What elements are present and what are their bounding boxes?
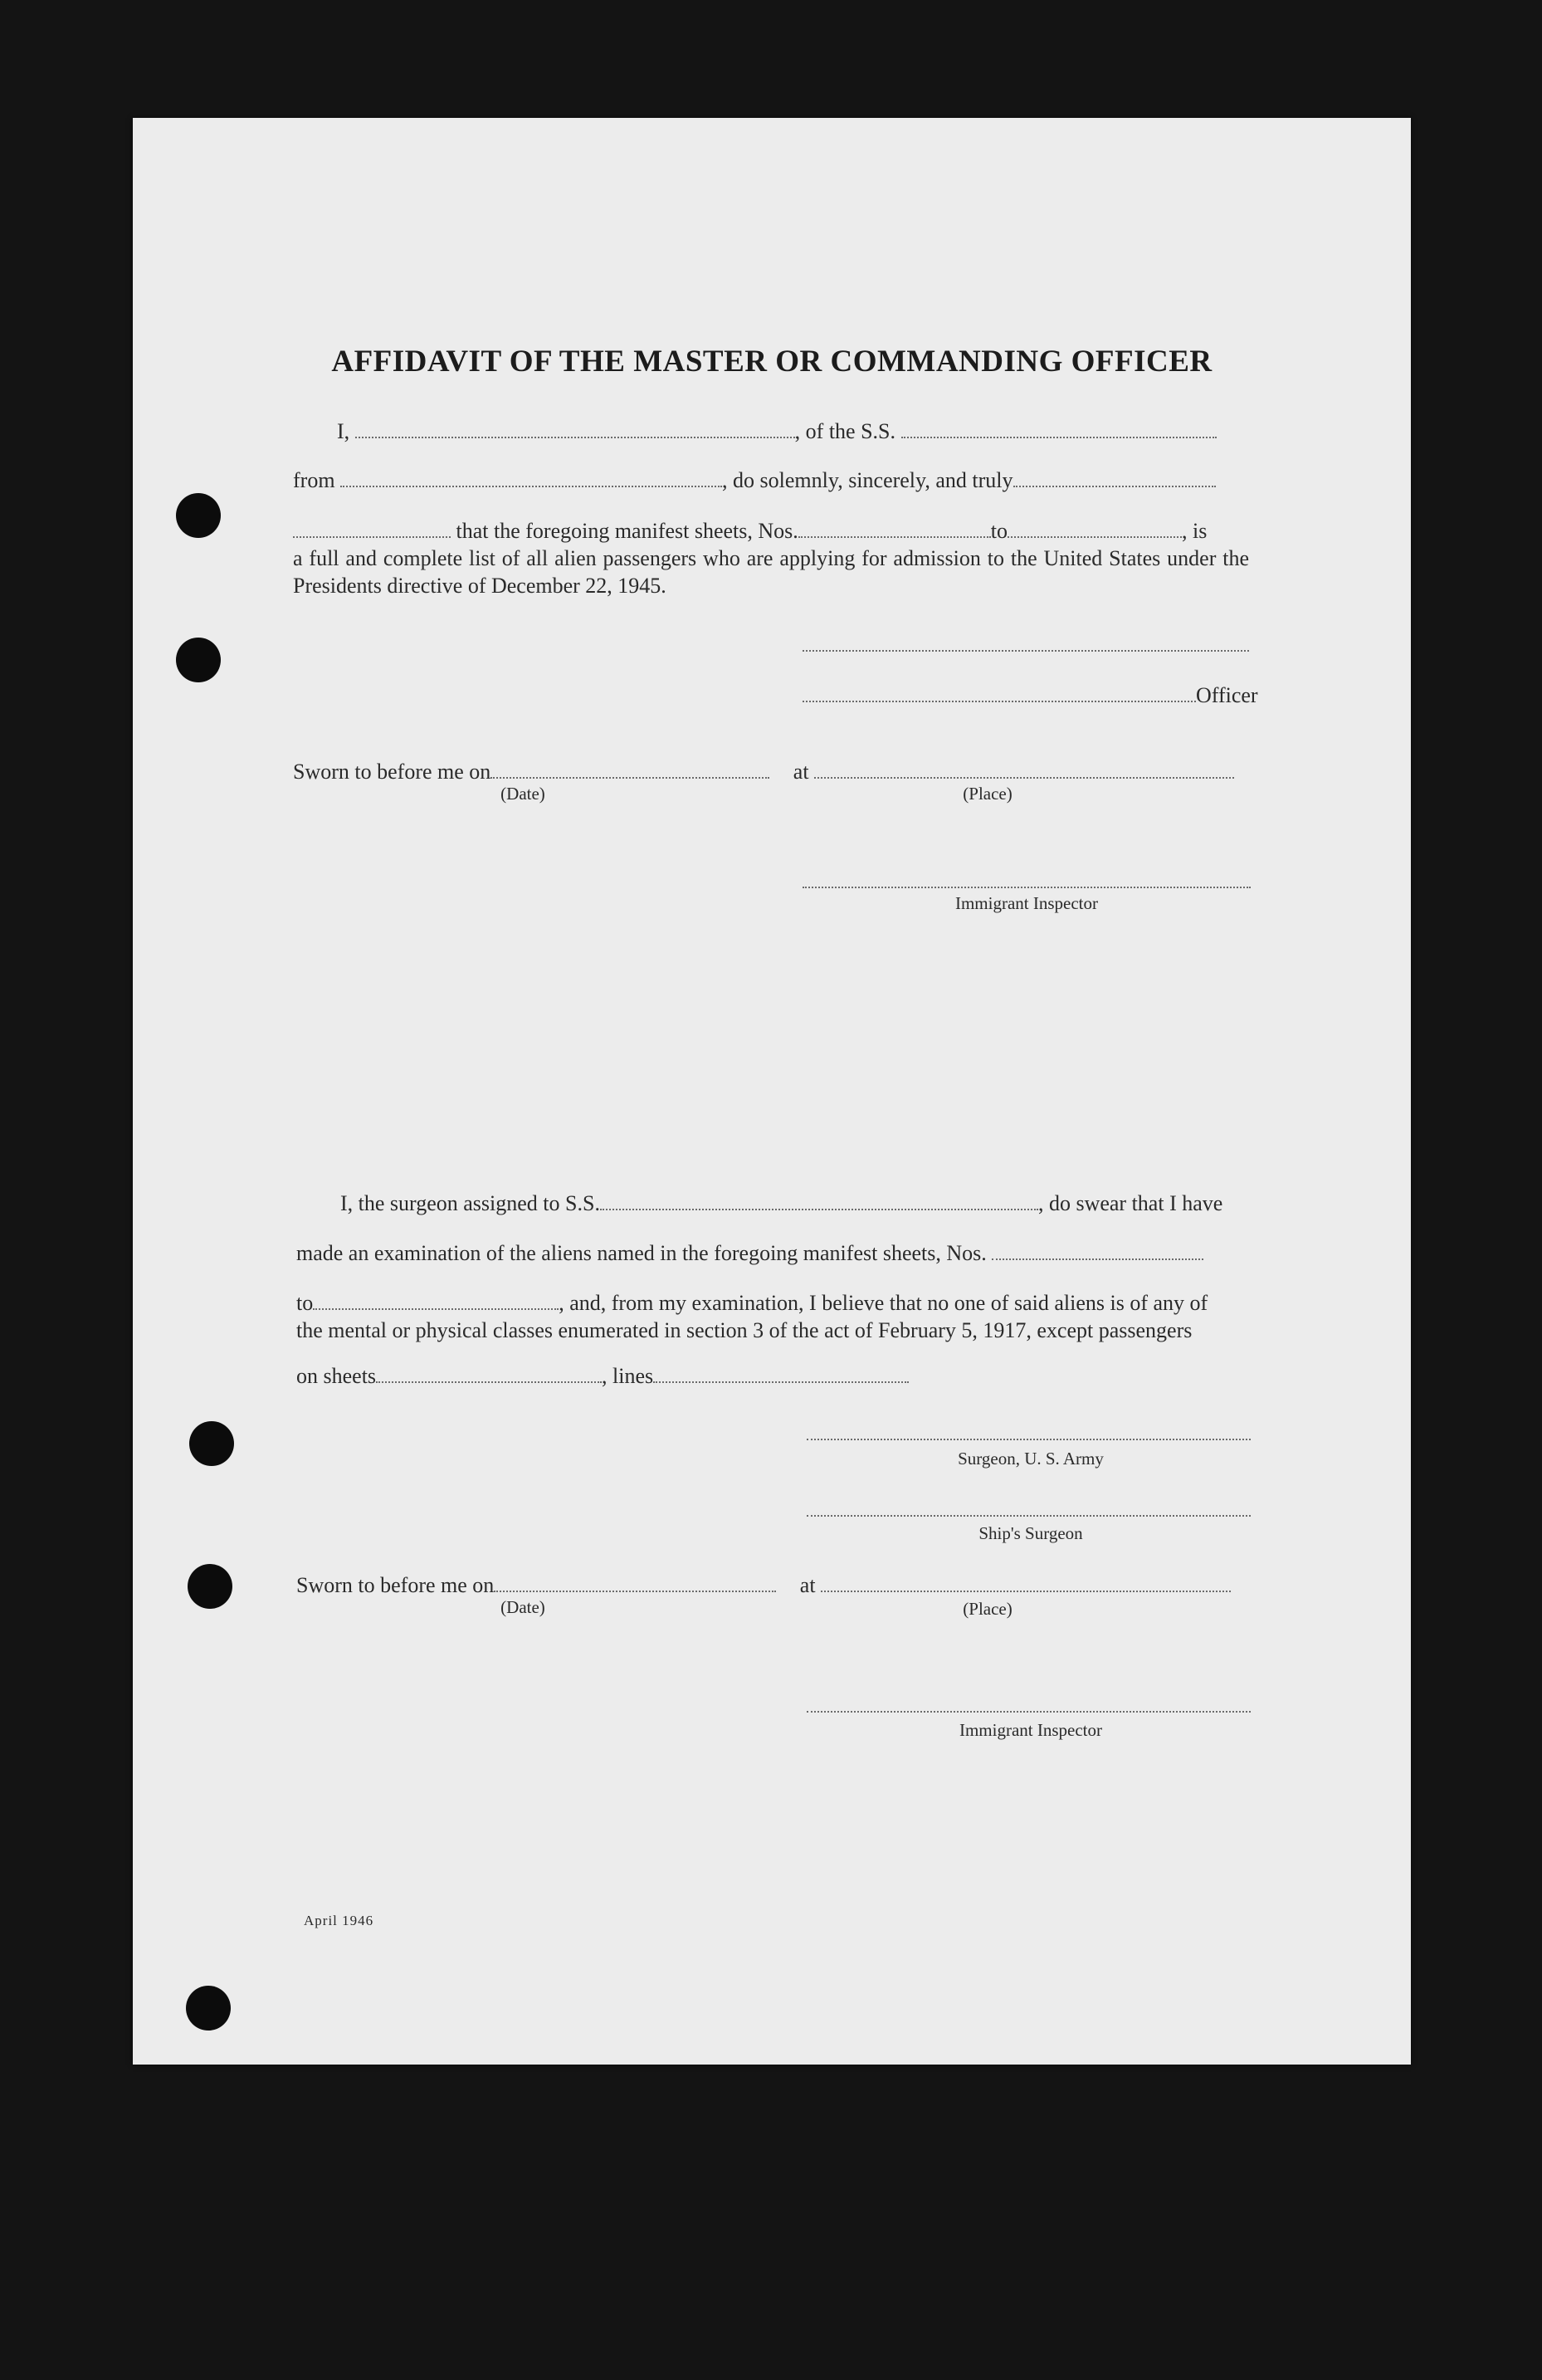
- punch-hole: [188, 1564, 232, 1609]
- date-caption: (Date): [500, 1597, 545, 1617]
- punch-hole: [189, 1421, 234, 1466]
- footer-date: April 1946: [304, 1913, 374, 1928]
- officer-signature-line-1[interactable]: [803, 649, 1249, 652]
- army-surgeon-signature-line[interactable]: [807, 1438, 1251, 1440]
- ship-surgeon-caption: Ship's Surgeon: [978, 1523, 1083, 1543]
- punch-hole: [186, 1986, 231, 2031]
- truly-blank[interactable]: [1013, 485, 1216, 487]
- surgeon-line-2: made an examination of the aliens named in the foregoing manifest sheets, Nos.: [296, 1240, 1203, 1267]
- title-blank[interactable]: [293, 535, 451, 538]
- date-caption: (Date): [500, 784, 545, 804]
- surgeon-ship-blank[interactable]: [600, 1208, 1038, 1210]
- army-surgeon-caption: Surgeon, U. S. Army: [958, 1449, 1104, 1469]
- surgeon-sheets-to-blank[interactable]: [313, 1307, 559, 1310]
- master-line-3: that the foregoing manifest sheets, Nos. to , is: [293, 518, 1207, 545]
- officer-signature-line-2[interactable]: [803, 700, 1196, 702]
- surgeon-line-1: I, the surgeon assigned to S.S. , do swear that I have: [340, 1191, 1223, 1215]
- place-caption: (Place): [963, 784, 1013, 804]
- sworn-place-blank[interactable]: [814, 776, 1234, 779]
- inspector-signature-line[interactable]: [803, 886, 1251, 888]
- except-sheets-blank[interactable]: [376, 1381, 602, 1383]
- surgeon-line-5: on sheets , lines: [296, 1363, 909, 1390]
- inspector-signature-line[interactable]: [807, 1710, 1251, 1713]
- name-blank[interactable]: [355, 436, 795, 438]
- sworn-line-2: Sworn to before me on at: [296, 1572, 1231, 1599]
- master-paragraph: a full and complete list of all alien passengers who are applying for admission to the United States under the Presidents directive of December 22, 1945.: [293, 546, 1249, 598]
- inspector-caption: Immigrant Inspector: [954, 893, 1099, 913]
- except-lines-blank[interactable]: [653, 1381, 909, 1383]
- master-line-1: I, , of the S.S.: [337, 418, 1217, 445]
- officer-signature-row: Officer: [803, 682, 1258, 709]
- sworn-date-blank[interactable]: [490, 776, 769, 779]
- sheets-from-blank[interactable]: [798, 535, 991, 538]
- sworn2-date-blank[interactable]: [494, 1590, 776, 1592]
- place-caption: (Place): [963, 1599, 1013, 1619]
- punch-hole: [176, 638, 221, 682]
- document-page: [133, 118, 1411, 2065]
- punch-hole: [176, 493, 221, 538]
- sworn2-place-blank[interactable]: [821, 1590, 1231, 1592]
- surgeon-line-4: the mental or physical classes enumerated in section 3 of the act of February 5, 1917, except passengers: [296, 1318, 1193, 1342]
- ship-surgeon-signature-line[interactable]: [807, 1514, 1251, 1517]
- sworn-line-1: Sworn to before me on at: [293, 759, 1234, 785]
- page-title: AFFIDAVIT OF THE MASTER OR COMMANDING OFFICER: [331, 345, 1213, 379]
- inspector-caption: Immigrant Inspector: [959, 1720, 1103, 1740]
- sheets-to-blank[interactable]: [1008, 535, 1182, 538]
- surgeon-line-3: to , and, from my examination, I believe that no one of said aliens is of any of: [296, 1291, 1208, 1315]
- surgeon-sheets-from-blank[interactable]: [992, 1258, 1203, 1260]
- ship-name-blank[interactable]: [901, 436, 1217, 438]
- from-blank[interactable]: [340, 485, 722, 487]
- master-line-2: from , do solemnly, sincerely, and truly: [293, 467, 1216, 494]
